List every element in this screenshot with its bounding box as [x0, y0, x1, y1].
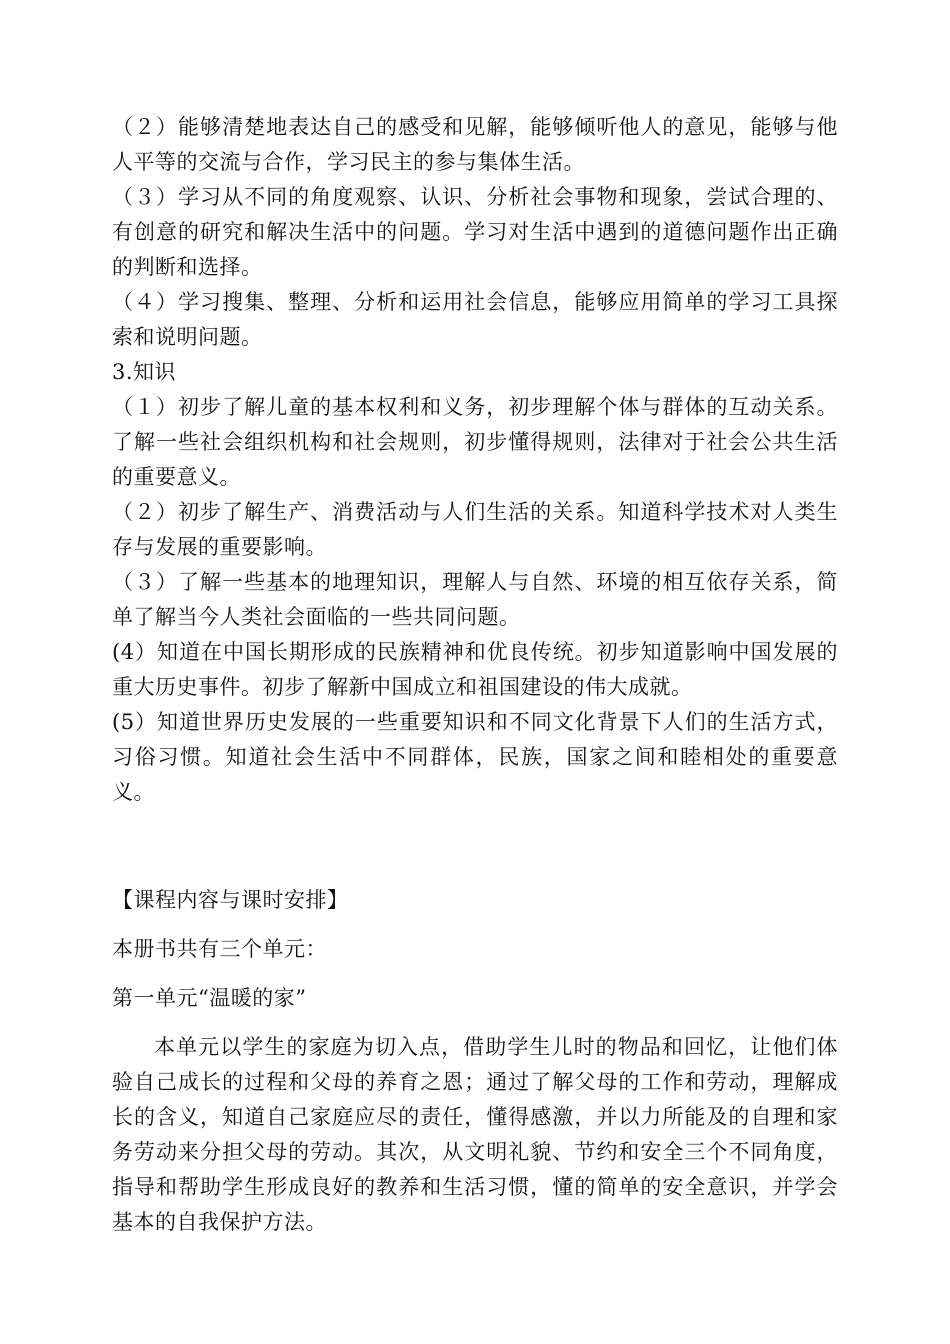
knowledge-heading: 3.知识 — [112, 360, 177, 384]
unit-1-title: 第一单元“温暖的家” — [112, 986, 307, 1010]
knowledge-item-2: （２）初步了解生产、消费活动与人们生活的关系。知道科学技术对人类生存与发展的重要影响。 — [112, 500, 838, 559]
curriculum-intro: 本册书共有三个单元： — [112, 937, 327, 961]
spacer — [112, 918, 838, 932]
knowledge-item-4: (4）知道在中国长期形成的民族精神和优良传统。初步知道影响中国发展的重大历史事件。初步了解新中国成立和祖国建设的伟大成就。 — [112, 640, 838, 699]
document-page — [112, 110, 838, 1240]
knowledge-item-5: (5）知道世界历史发展的一些重要知识和不同文化背景下人们的生活方式，习俗习惯。知道社会生活中不同群体，民族，国家之间和睦相处的重要意义。 — [112, 710, 838, 804]
knowledge-item-3: （３）了解一些基本的地理知识，理解人与自然、环境的相互依存关系，简单了解当今人类社会面临的一些共同问题。 — [112, 570, 838, 629]
spacer — [112, 1016, 838, 1030]
unit-1-body: 本单元以学生的家庭为切入点，借助学生儿时的物品和回忆，让他们体验自己成长的过程和父母的养育之恩；通过了解父母的工作和劳动，理解成长的含义，知道自己家庭应尽的责任，懂得感激，并以力所能及的自理和家务劳动来分担父母的劳动。其次，从文明礼貌、节约和安全三个不同角度，指导和帮助学生形成良好的教养和生活习惯，懂的简单的安全意识，并学会基本的自我保护方法。 — [112, 1035, 838, 1234]
ability-item-2: （２）能够清楚地表达自己的感受和见解，能够倾听他人的意见，能够与他人平等的交流与合作，学习民主的参与集体生活。 — [112, 115, 838, 174]
spacer — [112, 967, 838, 981]
knowledge-item-1: （１）初步了解儿童的基本权利和义务，初步理解个体与群体的互动关系。了解一些社会组织机构和社会规则，初步懂得规则，法律对于社会公共生活的重要意义。 — [112, 395, 838, 489]
curriculum-heading: 【课程内容与课时安排】 — [112, 888, 349, 912]
section-spacer — [112, 810, 838, 883]
ability-item-3: （３）学习从不同的角度观察、认识、分析社会事物和现象，尝试合理的、有创意的研究和解决生活中的问题。学习对生活中遇到的道德问题作出正确的判断和选择。 — [112, 185, 838, 279]
ability-item-4: （４）学习搜集、整理、分析和运用社会信息，能够应用简单的学习工具探索和说明问题。 — [112, 290, 838, 349]
